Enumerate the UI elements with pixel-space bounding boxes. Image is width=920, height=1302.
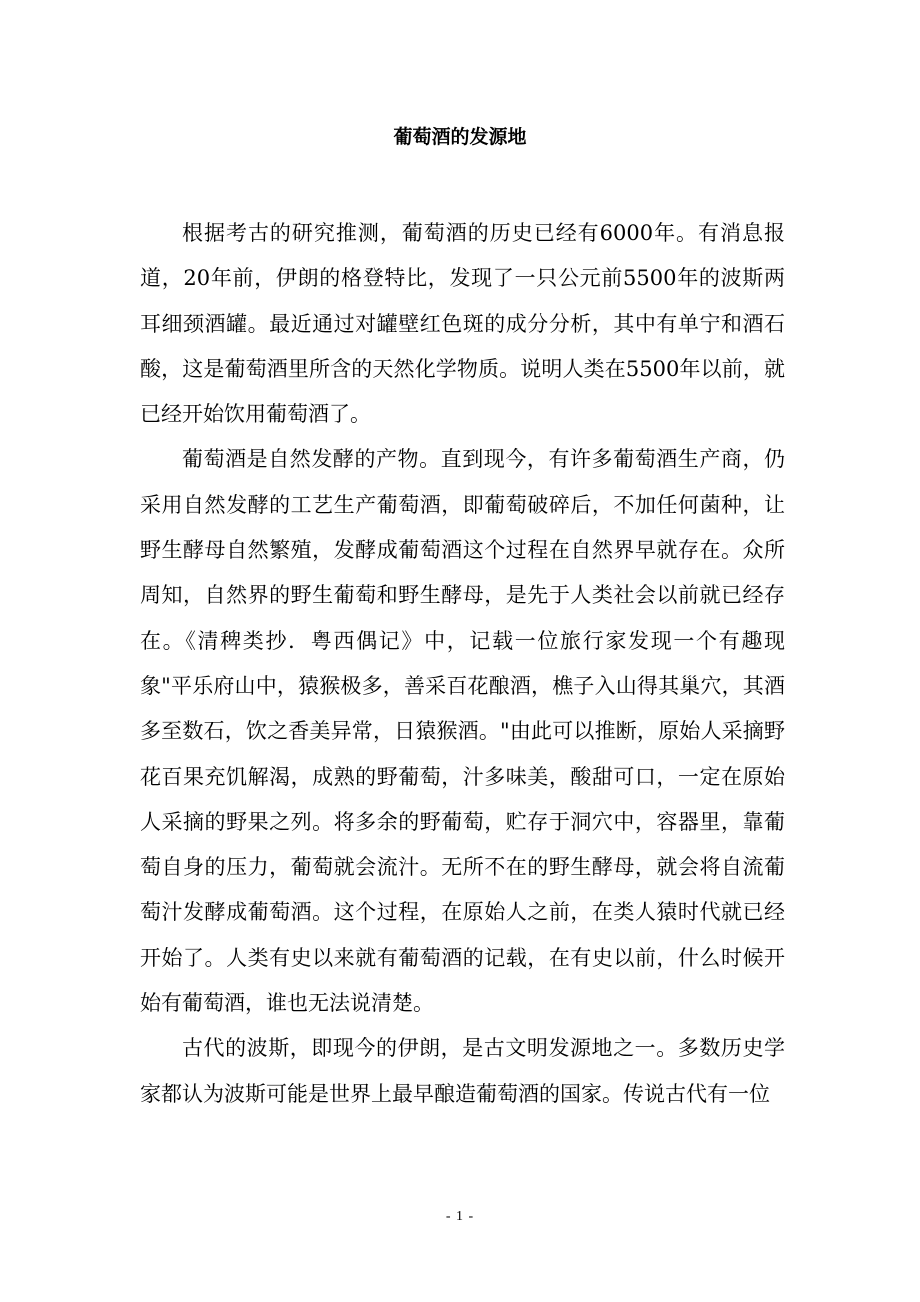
page-number: - 1 - — [445, 1209, 475, 1224]
paragraph-1: 根据考古的研究推测，葡萄酒的历史已经有6000年。有消息报道，20年前，伊朗的格登特比，发现了一只公元前5500年的波斯两耳细颈酒罐。最近通过对罐壁红色斑的成分分析，其中有单宁和酒石酸，这是葡萄酒里所含的天然化学物质。说明人类在5500年以前，就已经开始饮用葡萄酒了。 — [140, 221, 785, 427]
paragraph-3: 古代的波斯，即现今的伊朗，是古文明发源地之一。多数历史学家都认为波斯可能是世界上最早酿造葡萄酒的国家。传说古代有一位 — [140, 1036, 785, 1106]
paragraph-2: 葡萄酒是自然发酵的产物。直到现今，有许多葡萄酒生产商，仍采用自然发酵的工艺生产葡萄酒，即葡萄破碎后，不加任何菌种，让野生酵母自然繁殖，发酵成葡萄酒这个过程在自然界早就存在。众所周知，自然界的野生葡萄和野生酵母，是先于人类社会以前就已经存在。《清稗类抄．粤西偶记》中，记载一位旅行家发现一个有趣现象"平乐府山中，猿猴极多，善采百花酿酒，樵子入山得其巢穴，其酒多至数石，饮之香美异常，日猿猴酒。"由此可以推断，原始人采摘野花百果充饥解渴，成熟的野葡萄，汁多味美，酸甜可口，一定在原始人采摘的野果之列。将多余的野葡萄，贮存于洞穴中，容器里，靠葡萄自身的压力，葡萄就会流汁。无所不在的野生酵母，就会将自流葡萄汁发酵成葡萄酒。这个过程，在原始人之前，在类人猿时代就已经开始了。人类有史以来就有葡萄酒的记载，在有史以前，什么时候开始有葡萄酒，谁也无法说清楚。 — [140, 447, 785, 1016]
document-title: 葡萄酒的发源地 — [393, 126, 527, 148]
document-body — [140, 211, 785, 1117]
